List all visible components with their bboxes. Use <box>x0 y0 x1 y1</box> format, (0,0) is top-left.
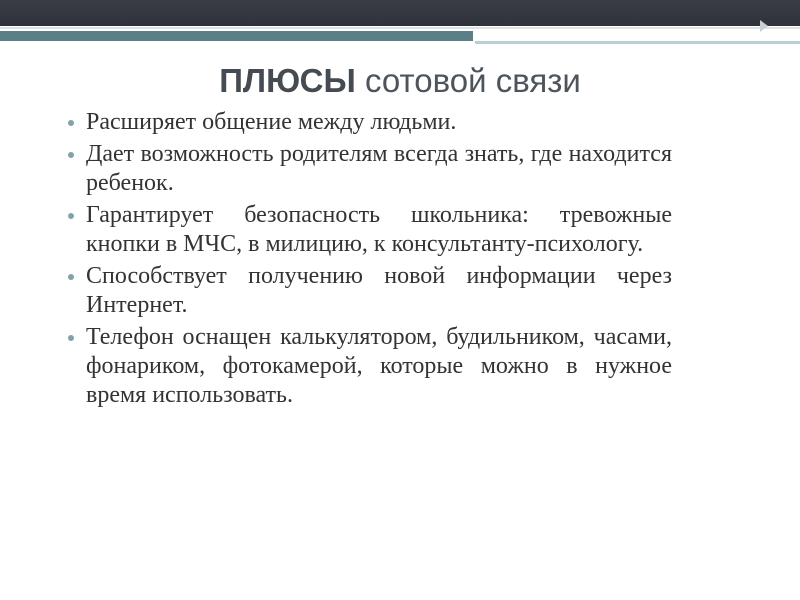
bullet-text: Расширяет общение между людьми. <box>86 109 457 135</box>
bullet-dot-icon <box>68 274 74 280</box>
bullet-text: Способствует получению новой информации через Интернет. <box>86 263 672 318</box>
bullet-dot-icon <box>68 213 74 219</box>
bullet-text: Телефон оснащен калькулятором, будильником, часами, фонариком, фотокамерой, которые можно в нужное время использовать. <box>86 324 672 408</box>
bullet-dot-icon <box>68 152 74 158</box>
slide-title-rest: сотовой связи <box>355 62 581 99</box>
slide-title <box>0 62 800 100</box>
bullet-text: Гарантирует безопасность школьника: тревожные кнопки в МЧС, в милицию, к консультанту-психологу. <box>86 202 672 257</box>
header-light-line <box>0 27 800 29</box>
header-teal-line <box>475 41 800 44</box>
bullet-dot-icon <box>68 120 74 126</box>
bullet-item <box>66 262 672 320</box>
bullet-item <box>66 140 672 198</box>
bullet-text: Дает возможность родителям всегда знать, где находится ребенок. <box>86 141 672 196</box>
header-dark-band <box>0 0 800 26</box>
bullet-item <box>66 108 672 137</box>
header-teal-bar <box>0 31 473 41</box>
slide-title-strong: ПЛЮСЫ <box>219 62 356 99</box>
arrow-right-icon <box>760 20 768 32</box>
bullet-list <box>66 108 672 413</box>
bullet-dot-icon <box>68 335 74 341</box>
bullet-item <box>66 323 672 410</box>
bullet-item <box>66 201 672 259</box>
